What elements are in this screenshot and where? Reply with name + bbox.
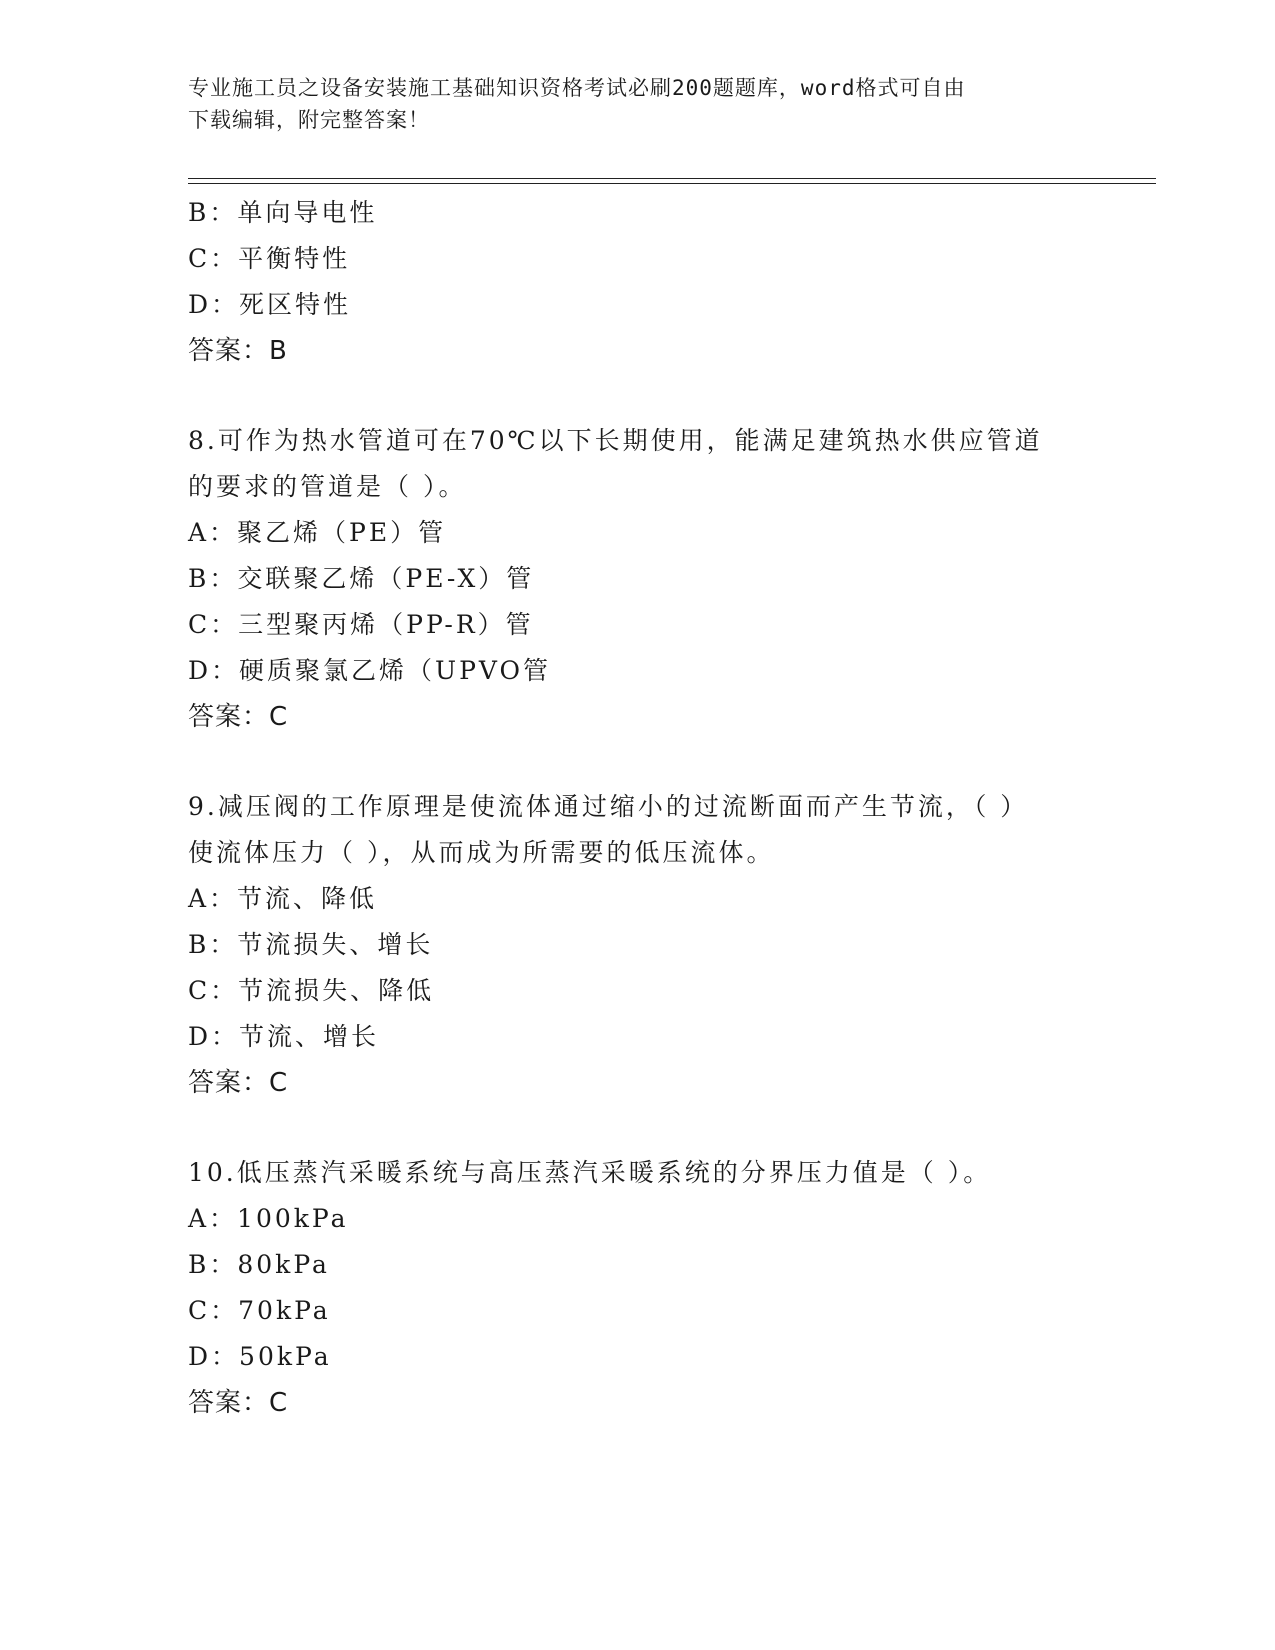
question-text: [188, 1150, 1068, 1196]
question-text-line-1: 8.可作为热水管道可在70℃以下长期使用，能满足建筑热水供应管道: [188, 426, 1043, 455]
option-d: D：硬质聚氯乙烯（UPVO管: [188, 656, 552, 685]
option-b: B：80kPa: [188, 1250, 330, 1279]
option-b: B：交联聚乙烯（PE-X）管: [188, 564, 535, 593]
option-a: A：聚乙烯（PE）管: [188, 518, 447, 547]
answer-label: 答案：B: [188, 336, 288, 366]
option-c: C：平衡特性: [188, 244, 351, 273]
option-b: B：单向导电性: [188, 198, 378, 227]
option-c: C：节流损失、降低: [188, 976, 435, 1005]
answer-label: 答案：C: [188, 1068, 289, 1098]
question-7-continuation: [188, 190, 1088, 374]
option-a: A：100kPa: [188, 1204, 349, 1233]
answer-label: 答案：C: [188, 1388, 289, 1418]
option-a: A：节流、降低: [188, 884, 378, 913]
option-c: C：三型聚丙烯（PP-R）管: [188, 610, 534, 639]
question-text: [188, 784, 1068, 876]
question-8: [188, 418, 1088, 740]
header-divider-bottom: [188, 183, 1156, 184]
question-10: [188, 1150, 1088, 1426]
document-header: [188, 72, 1068, 136]
answer-label: 答案：C: [188, 702, 289, 732]
question-9: [188, 784, 1088, 1106]
question-text-line-2: 使流体压力（ ），从而成为所需要的低压流体。: [188, 838, 775, 867]
question-list: [188, 190, 1088, 1426]
option-c: C：70kPa: [188, 1296, 331, 1325]
header-line-2: 下载编辑，附完整答案！: [188, 108, 430, 132]
question-text: [188, 418, 1068, 510]
option-b: B：节流损失、增长: [188, 930, 434, 959]
option-d: D：50kPa: [188, 1342, 332, 1371]
header-divider-top: [188, 178, 1156, 179]
option-d: D：死区特性: [188, 290, 352, 319]
question-text-line-1: 10.低压蒸汽采暖系统与高压蒸汽采暖系统的分界压力值是（ ）。: [188, 1158, 992, 1187]
question-text-line-2: 的要求的管道是（ ）。: [188, 472, 467, 501]
option-d: D：节流、增长: [188, 1022, 380, 1051]
question-text-line-1: 9.减压阀的工作原理是使流体通过缩小的过流断面而产生节流，（ ）: [188, 792, 1029, 821]
header-line-1: 专业施工员之设备安装施工基础知识资格考试必刷200题题库，word格式可自由: [188, 76, 966, 100]
